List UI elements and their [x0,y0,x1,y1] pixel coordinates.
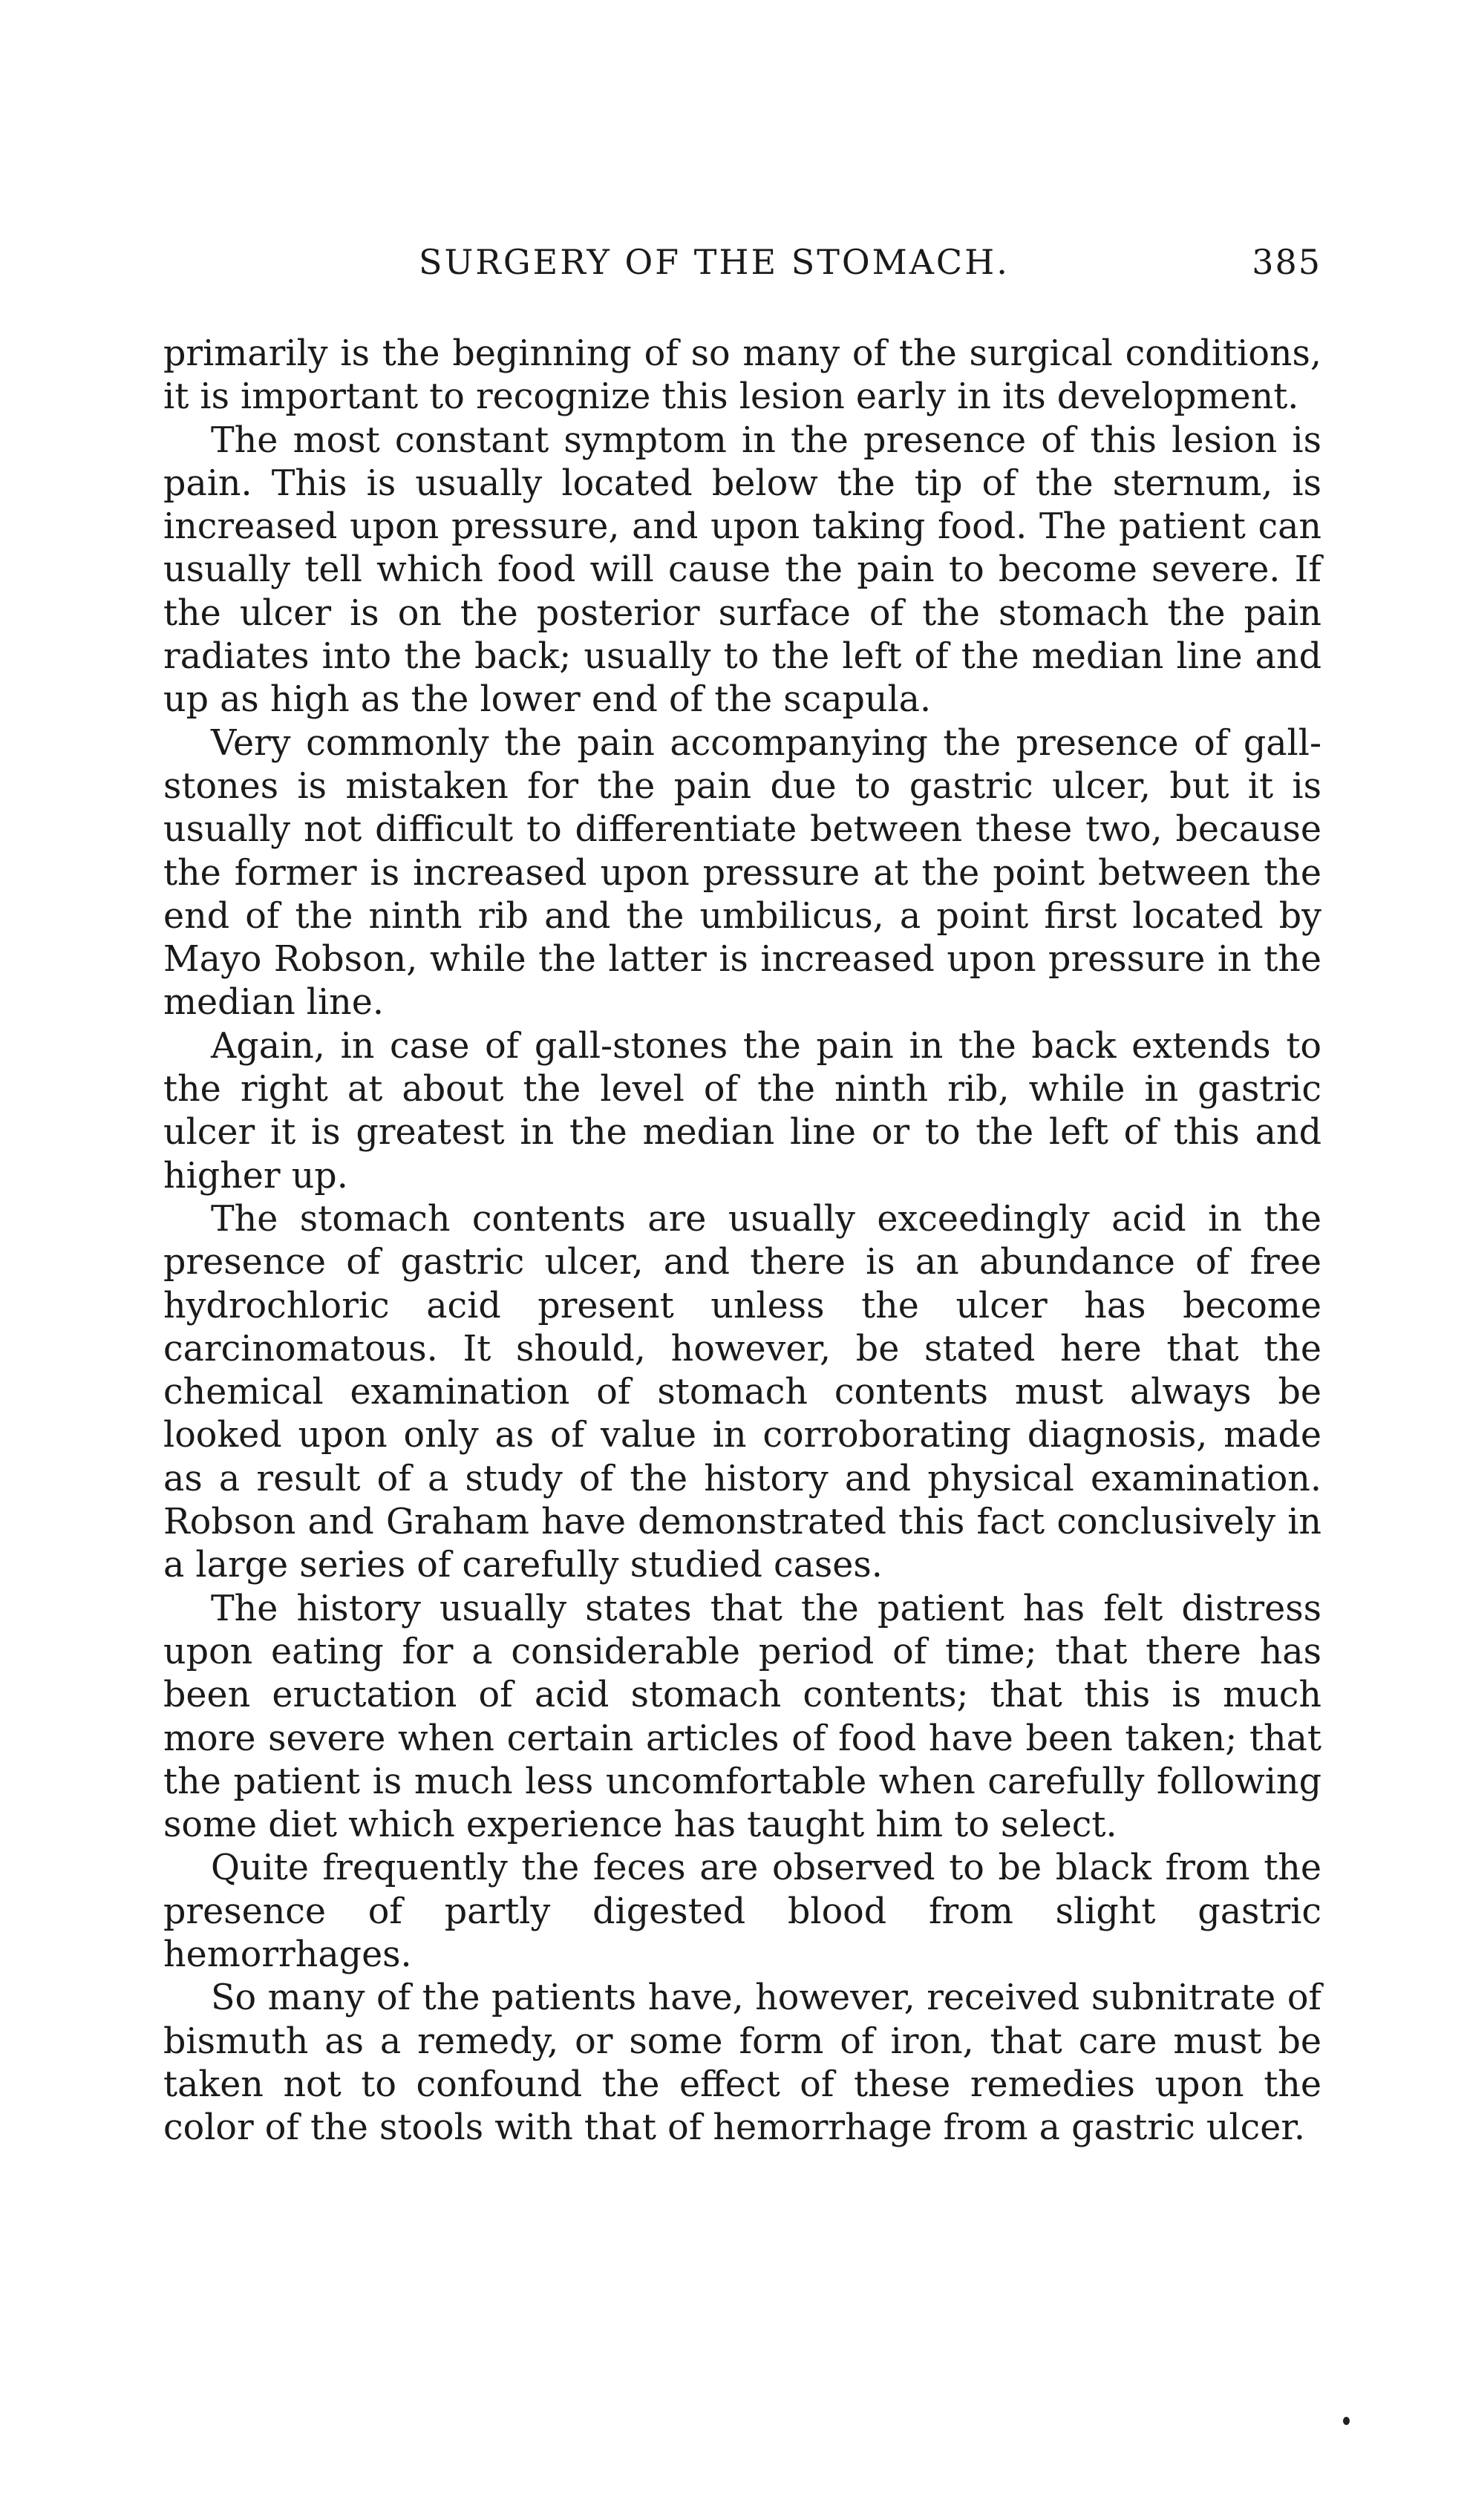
paragraph-continuation: primarily is the beginning of so many of the surgical conditions, it is important to recognize this lesion early in its development. [163,333,1321,418]
paragraph-history: The history usually states that the patient has felt distress upon eating for a considerable period of time; that there has been eructation of acid stomach contents; that this is much more severe when certain articles of food have been taken; that the patient is much less uncomfortable when carefully following some diet which experience has taught him to select. [163,1588,1321,1846]
paragraph-stomach-contents: The stomach contents are usually exceedingly acid in the presence of gastric ulcer, and there is an abundance of free hydrochloric acid present unless the ulcer has become carcinomatous. It should, however, be stated here that the chemical examination of stomach contents must always be looked upon only as of value in corroborating diagnosis, made as a result of a study of the history and physical examination. Robson and Graham have demonstrated this fact conclusively in a large series of carefully studied cases. [163,1198,1321,1586]
running-head [163,236,1321,288]
running-title: SURGERY OF THE STOMACH. [419,242,1010,282]
paragraph-bismuth-iron: So many of the patients have, however, received subnitrate of bismuth as a remedy, or some form of iron, that care must be taken not to confound the effect of these remedies upon the color of the stools with that of hemorrhage from a gastric ulcer. [163,1977,1321,2149]
stray-ink-dot [1343,2417,1350,2425]
paragraph-back-pain: Again, in case of gall-stones the pain in the back extends to the right at about the level of the ninth rib, while in gastric ulcer it is greatest in the median line or to the left of this and higher up. [163,1025,1321,1197]
paragraph-pain-symptom: The most constant symptom in the presence of this lesion is pain. This is usually located below the tip of the sternum, is increased upon pressure, and upon taking food. The patient can usually tell which food will cause the pain to become severe. If the ulcer is on the posterior surface of the stomach the pain radiates into the back; usually to the left of the median line and up as high as the lower end of the scapula. [163,419,1321,721]
body-text [163,333,1321,2150]
paragraph-gall-stones-differential: Very commonly the pain accompanying the presence of gall-stones is mistaken for the pain due to gastric ulcer, but it is usually not difficult to differentiate between these two, because the former is increased upon pressure at the point between the end of the ninth rib and the umbilicus, a point first located by Mayo Robson, while the latter is increased upon pressure in the median line. [163,722,1321,1024]
page-number: 385 [1252,242,1321,282]
paragraph-feces: Quite frequently the feces are observed to be black from the presence of partly digested blood from slight gastric hemorrhages. [163,1848,1321,1975]
